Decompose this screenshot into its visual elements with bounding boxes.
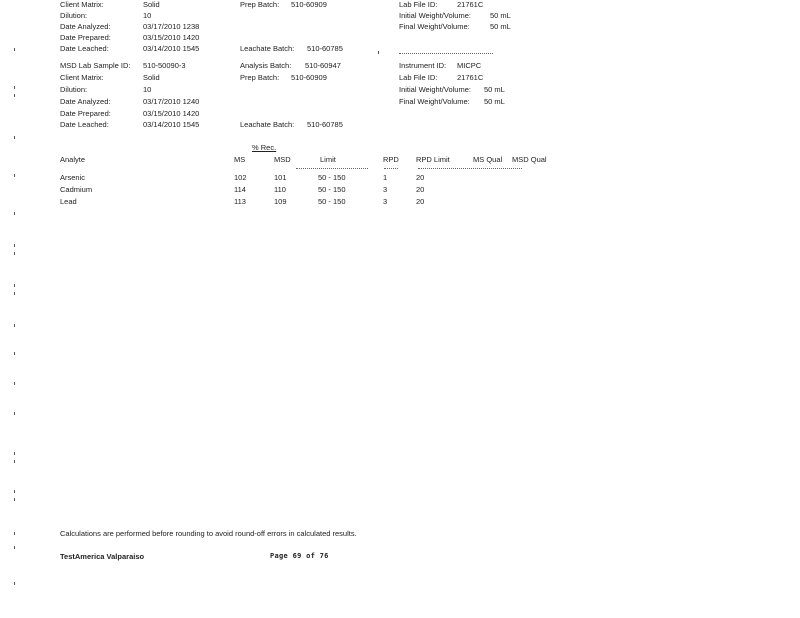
msd-instrument-value: MICPC [457,61,482,70]
ms-date-leached-label: Date Leached: [60,44,109,53]
msd-dilution-value: 10 [143,85,152,94]
ms-lab-file-value: 21761C [457,0,484,9]
msd-final-weight-value: 50 mL [484,97,505,106]
scan-mark [14,382,15,385]
cell-ms: 102 [234,173,247,182]
cell-analyte: Arsenic [60,173,86,182]
scan-mark [14,174,15,177]
cell-rpd-limit: 20 [416,173,425,182]
ms-date-analyzed-value: 03/17/2010 1238 [143,22,200,31]
page-number: Page 69 of 76 [270,552,329,560]
header-ms: MS [234,155,246,164]
scan-mark [14,48,15,51]
header-analyte: Analyte [60,155,86,164]
cell-analyte: Cadmium [60,185,93,194]
msd-prep-batch-value: 510-60909 [291,73,327,82]
scan-mark [378,51,379,54]
msd-lab-sample-label: MSD Lab Sample ID: [60,61,131,70]
cell-rpd: 1 [383,173,388,182]
header-rule [296,168,368,169]
scan-mark [14,94,15,97]
ms-date-prepared-value: 03/15/2010 1420 [143,33,200,42]
header-msd: MSD [274,155,291,164]
msd-initial-weight-label: Initial Weight/Volume: [399,85,471,94]
header-rpd-limit: RPD Limit [416,155,450,164]
scan-mark [14,532,15,535]
msd-analysis-batch-label: Analysis Batch: [240,61,292,70]
msd-initial-weight-value: 50 mL [484,85,505,94]
msd-leachate-batch-value: 510-60785 [307,120,343,129]
footer-company: TestAmerica Valparaiso [60,552,145,561]
scan-mark [14,498,15,501]
msd-date-leached-label: Date Leached: [60,120,109,129]
ms-dilution-label: Dilution: [60,11,88,20]
ms-lab-file-label: Lab File ID: [399,0,438,9]
cell-limit: 50 - 150 [318,185,346,194]
ms-client-matrix-value: Solid [143,0,160,9]
msd-date-analyzed-value: 03/17/2010 1240 [143,97,200,106]
msd-client-matrix-label: Client Matrix: [60,73,104,82]
cell-msd: 101 [274,173,287,182]
header-rule [418,168,522,169]
ms-prep-batch-value: 510-60909 [291,0,327,9]
ms-client-matrix-label: Client Matrix: [60,0,104,9]
scan-mark [14,324,15,327]
msd-client-matrix-value: Solid [143,73,160,82]
scan-mark [14,352,15,355]
scan-mark [14,546,15,549]
msd-date-prepared-value: 03/15/2010 1420 [143,109,200,118]
msd-prep-batch-label: Prep Batch: [240,73,280,82]
ms-initial-weight-value: 50 mL [490,11,511,20]
cell-limit: 50 - 150 [318,197,346,206]
section-separator [399,53,493,54]
scan-mark [14,252,15,255]
scan-mark [14,284,15,287]
scan-mark [14,86,15,89]
percent-rec-group-header: % Rec. [252,143,277,152]
header-rule [384,168,398,169]
cell-msd: 109 [274,197,287,206]
cell-rpd: 3 [383,185,388,194]
ms-initial-weight-label: Initial Weight/Volume: [399,11,471,20]
msd-final-weight-label: Final Weight/Volume: [399,97,470,106]
msd-lab-file-value: 21761C [457,73,484,82]
cell-rpd: 3 [383,197,388,206]
header-ms-qual: MS Qual [473,155,503,164]
scan-mark [14,136,15,139]
ms-leachate-batch-label: Leachate Batch: [240,44,295,53]
cell-ms: 113 [234,197,246,206]
ms-prep-batch-label: Prep Batch: [240,0,280,9]
calculation-note: Calculations are performed before rounding to avoid round-off errors in calculated results. [60,529,357,538]
header-rpd: RPD [383,155,399,164]
ms-final-weight-value: 50 mL [490,22,511,31]
scan-mark [14,460,15,463]
cell-limit: 50 - 150 [318,173,346,182]
ms-leachate-batch-value: 510-60785 [307,44,343,53]
cell-analyte: Lead [60,197,77,206]
msd-instrument-label: Instrument ID: [399,61,447,70]
ms-date-leached-value: 03/14/2010 1545 [143,44,200,53]
scan-mark [14,412,15,415]
ms-date-analyzed-label: Date Analyzed: [60,22,111,31]
msd-date-analyzed-label: Date Analyzed: [60,97,111,106]
ms-dilution-value: 10 [143,11,152,20]
msd-lab-file-label: Lab File ID: [399,73,438,82]
cell-msd: 110 [274,185,286,194]
msd-dilution-label: Dilution: [60,85,88,94]
header-limit: Limit [320,155,336,164]
header-msd-qual: MSD Qual [512,155,547,164]
scan-mark [14,452,15,455]
scan-mark [14,292,15,295]
cell-rpd-limit: 20 [416,197,425,206]
msd-date-prepared-label: Date Prepared: [60,109,111,118]
cell-ms: 114 [234,185,246,194]
ms-date-prepared-label: Date Prepared: [60,33,111,42]
scan-mark [14,582,15,585]
msd-leachate-batch-label: Leachate Batch: [240,120,295,129]
msd-date-leached-value: 03/14/2010 1545 [143,120,200,129]
cell-rpd-limit: 20 [416,185,425,194]
scan-mark [14,212,15,215]
msd-lab-sample-value: 510-50090-3 [143,61,186,70]
msd-analysis-batch-value: 510-60947 [305,61,341,70]
scan-mark [14,490,15,493]
scan-mark [14,244,15,247]
ms-final-weight-label: Final Weight/Volume: [399,22,470,31]
